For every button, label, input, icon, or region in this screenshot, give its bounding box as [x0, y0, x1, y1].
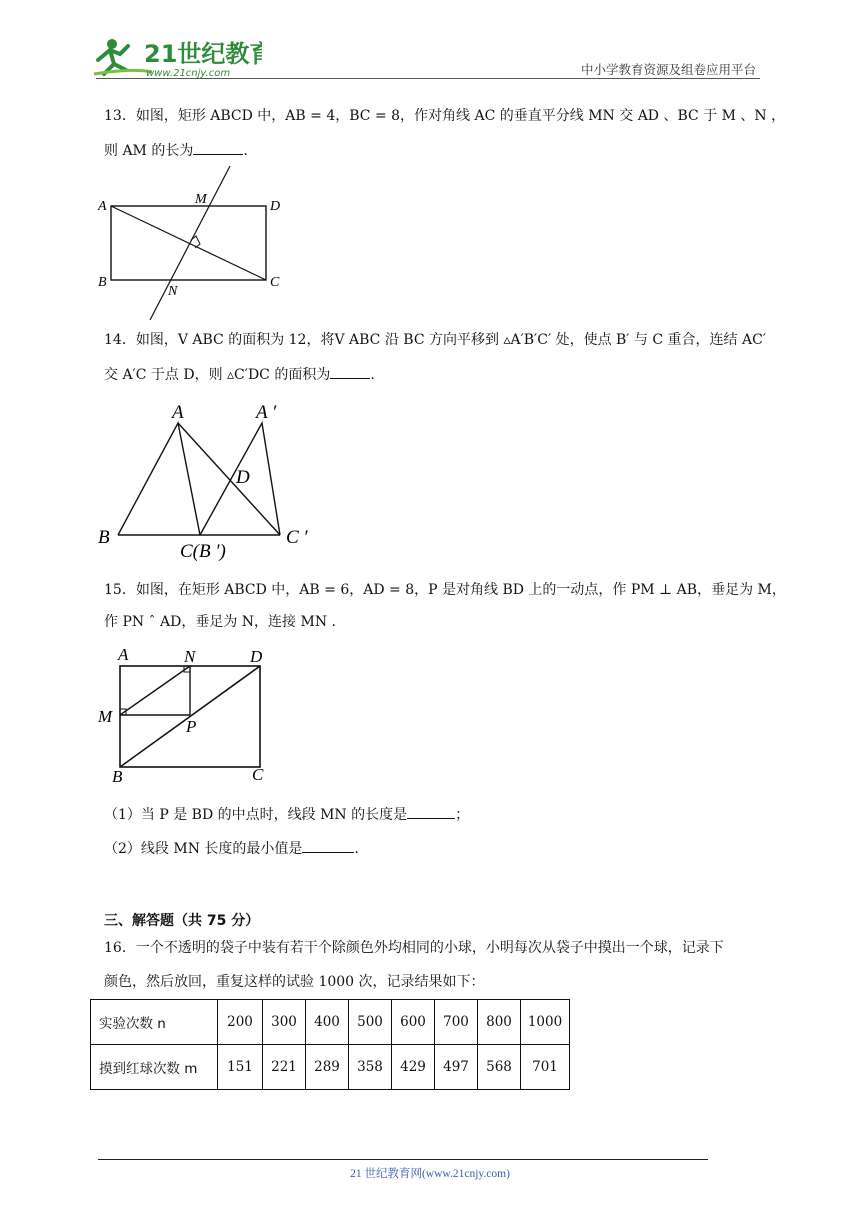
- header-divider: [96, 78, 760, 79]
- table-cell: 568: [478, 1045, 521, 1090]
- q15-sub1-suffix: ；: [455, 807, 470, 823]
- table-row: [91, 1000, 570, 1045]
- q13-answer-blank: [193, 140, 243, 155]
- q14-label-c-prime: C ′: [286, 527, 308, 548]
- q15-segment-mn: [120, 666, 190, 715]
- logo-text: 21世纪教育: [144, 40, 262, 68]
- table-cell: 400: [306, 1000, 349, 1045]
- q13-line-mn: [150, 166, 230, 320]
- q14-label-a: A: [172, 402, 184, 423]
- q15-sub2-prefix: （2）线段 MN 长度的最小值是: [104, 841, 303, 857]
- q14-line2-prefix: 交 A′C 于点 D，则 ▵C′DC 的面积为: [104, 367, 331, 383]
- table-cell: 221: [263, 1045, 306, 1090]
- table-cell: 151: [218, 1045, 263, 1090]
- table-cell: 1000: [521, 1000, 570, 1045]
- q13-label-n: N: [168, 284, 178, 299]
- header-platform-text: 中小学教育资源及组卷应用平台: [580, 62, 756, 77]
- table-row-header: 实验次数 n: [91, 1000, 218, 1045]
- footer-link[interactable]: 21 世纪教育网(www.21cnjy.com): [350, 1168, 510, 1180]
- q15-label-m: M: [98, 707, 113, 726]
- table-cell: 500: [349, 1000, 392, 1045]
- table-cell: 701: [521, 1045, 570, 1090]
- q15-label-p: P: [186, 717, 197, 736]
- logo-url: www.21cnjy.com: [146, 68, 231, 79]
- table-cell: 358: [349, 1045, 392, 1090]
- q14-label-b: B: [98, 527, 110, 548]
- q14-label-c-b-prime: C(B ′): [180, 541, 226, 562]
- q15-sub2: [104, 838, 359, 859]
- q15-sub1: [104, 804, 469, 825]
- q13-label-a: A: [98, 199, 107, 214]
- q16-results-table: [90, 999, 570, 1090]
- q15-label-c: C: [252, 765, 264, 784]
- table-cell: 300: [263, 1000, 306, 1045]
- q13-label-m: M: [195, 192, 207, 207]
- table-cell: 600: [392, 1000, 435, 1045]
- section3-title: 三、解答题（共 75 分）: [104, 913, 260, 929]
- q13-line2-suffix: .: [243, 143, 248, 159]
- q15-sub2-blank: [302, 838, 354, 853]
- q15-line2: 作 PN ˆ AD，垂足为 N，连接 MN .: [104, 614, 336, 630]
- table-cell: 429: [392, 1045, 435, 1090]
- q14-line2-suffix: .: [370, 367, 375, 383]
- q15-line1: 15．如图，在矩形 ABCD 中，AB = 6，AD = 8，P 是对角线 BD 上的一动点，作 PM ⊥ AB，垂足为 M，: [104, 582, 786, 598]
- q13-line2: [104, 140, 248, 161]
- table-cell: 200: [218, 1000, 263, 1045]
- table-cell: 800: [478, 1000, 521, 1045]
- q15-label-d: D: [250, 647, 263, 666]
- q15-sub1-prefix: （1）当 P 是 BD 的中点时，线段 MN 的长度是: [104, 807, 408, 823]
- q15-label-n: N: [184, 647, 196, 666]
- table-cell: 700: [435, 1000, 478, 1045]
- table-row-header: 摸到红球次数 m: [91, 1045, 218, 1090]
- q14-answer-blank: [330, 364, 370, 379]
- q15-sub1-blank: [407, 804, 455, 819]
- table-row: [91, 1045, 570, 1090]
- q13-label-c: C: [270, 275, 280, 290]
- q13-label-b: B: [98, 275, 107, 290]
- q13-diagonal-ac: [111, 206, 266, 280]
- q15-sub2-suffix: .: [354, 841, 359, 857]
- table-cell: 497: [435, 1045, 478, 1090]
- q13-line2-prefix: 则 AM 的长为: [104, 143, 194, 159]
- q16-line2: 颜色，然后放回，重复这样的试验 1000 次，记录结果如下：: [104, 974, 485, 990]
- q14-label-d: D: [236, 467, 250, 488]
- q14-line2: [104, 364, 375, 385]
- q13-label-d: D: [270, 199, 281, 214]
- q14-figure: [90, 395, 330, 565]
- q15-figure: [90, 640, 290, 790]
- q13-figure: [90, 160, 300, 330]
- q14-triangle-abc: [118, 423, 200, 535]
- q13-line1: 13．如图，矩形 ABCD 中，AB = 4，BC = 8，作对角线 AC 的垂直平分线 MN 交 AD 、BC 于 M 、N ，: [104, 108, 786, 124]
- site-logo: [92, 34, 262, 82]
- q15-label-a: A: [118, 645, 129, 664]
- footer-divider: [98, 1159, 708, 1160]
- table-cell: 289: [306, 1045, 349, 1090]
- q14-line1: 14．如图，V ABC 的面积为 12，将V ABC 沿 BC 方向平移到 ▵A′B′C′ 处，使点 B′ 与 C 重合，连结 AC′: [104, 332, 767, 348]
- q15-label-b: B: [112, 767, 123, 786]
- q16-line1: 16．一个不透明的袋子中装有若干个除颜色外均相同的小球，小明每次从袋子中摸出一个球，记录下: [104, 940, 724, 956]
- q14-label-a-prime: A ′: [256, 402, 277, 423]
